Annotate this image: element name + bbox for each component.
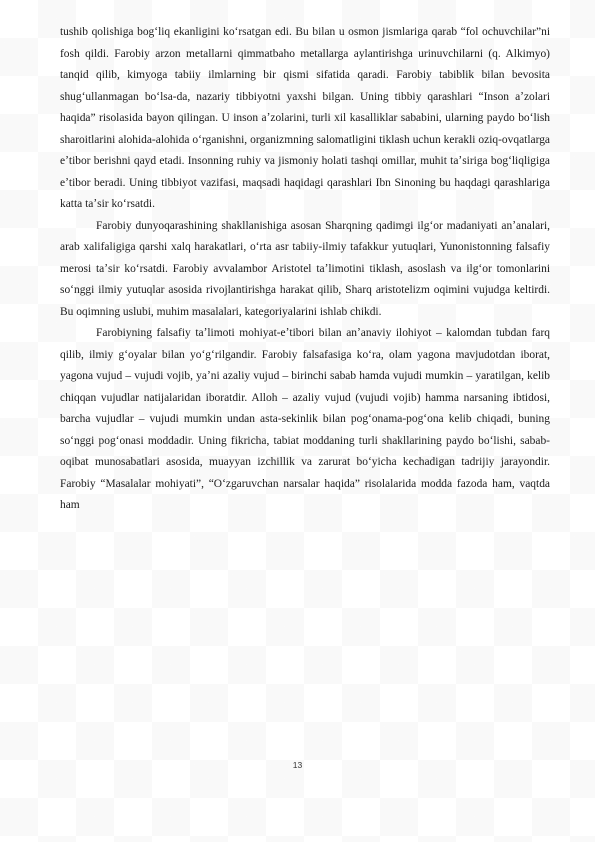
paragraph-3: Farobiyning falsafiy taʼlimoti mohiyat-eʼtibori bilan anʼanaviy ilohiyot – kalomdan tubdan farq qilib, ilmiy gʻoyalar bilan yoʻgʻrilgandir. Farobiy falsafasiga koʻra, olam yagona mavjudotdan iborat, yagona vujud – vujudi vojib, yaʼni azaliy vujud – birinchi sabab hamda vujudi mumkin – yaratilgan, kelib chiqqan vujudlar natijalaridan iboratdir. Alloh – azaliy vujud (vujudi vojib) hamma narsaning ibtidosi, barcha vujudlar – vujudi mumkin undan asta-sekinlik bilan pogʻonama-pogʻona kelib chiqadi, buning soʻnggi pogʻonasi moddadir. Uning fikricha, tabiat moddaning turli shakllarining paydo boʻlishi, sabab-oqibat munosabatlari asosida, muayyan izchillik va zarurat boʻyicha kechadigan tadrijiy jarayondir. Farobiy “Masalalar mohiyati”, “Oʻzgaruvchan narsalar haqida” risolalarida modda fazoda ham, vaqtda ham <box>60 327 550 511</box>
paragraph-2: Farobiy dunyoqarashining shakllanishiga asosan Sharqning qadimgi ilgʻor madaniyati anʼanalari, arab xalifaligiga qarshi xalq harakatlari, oʻrta asr tabiiy-ilmiy tafakkur yutuqlari, Yunonistonning falsafiy merosi taʼsir koʻrsatdi. Farobiy avvalambor Aristotel taʼlimotini tiklash, asoslash va ilgʻor tomonlarini soʻnggi ilmiy yutuqlar asosida rivojlantirishga harakat qilib, Sharq aristotelizm oqimini vujudga keltirdi. Bu oqimning uslubi, muhim masalalari, kategoriyalarini ishlab chikdi. <box>60 219 550 318</box>
paragraph-1: tushib qolishiga bogʻliq ekanligini koʻrsatgan edi. Bu bilan u osmon jismlariga qarab “fol ochuvchilar”ni fosh qildi. Farobiy arzon metallarni qimmatbaho metallarga aylantirishga urinuvchilarni (q. Alkimyo) tanqid qilib, kimyoga tabiiy ilmlarning bir qismi sifatida qaradi. Farobiy tabiblik bilan bevosita shugʻullanmagan boʻlsa-da, nazariy tibbiyotni yaxshi bilgan. Uning tibbiy qarashlari “Inson aʼzolari haqida” risolasida bayon qilingan. U inson aʼzolarini, turli xil kasalliklar sababini, ularning paydo boʻlish sharoitlarini alohida-alohida oʻrganishni, organizmning salomatligini tiklash uchun kerakli oziq-ovqatlarga eʼtibor berishni qayd etadi. Insonning ruhiy va jismoniy holati tashqi omillar, muhit taʼsiriga bogʻliqligiga eʼtibor beradi. Uning tibbiyot vazifasi, maqsadi haqidagi qarashlari Ibn Sinoning bu haqdagi qarashlariga katta taʼsir koʻrsatdi. <box>60 26 550 210</box>
page-number: 13 <box>292 760 303 770</box>
document-body <box>60 22 550 517</box>
